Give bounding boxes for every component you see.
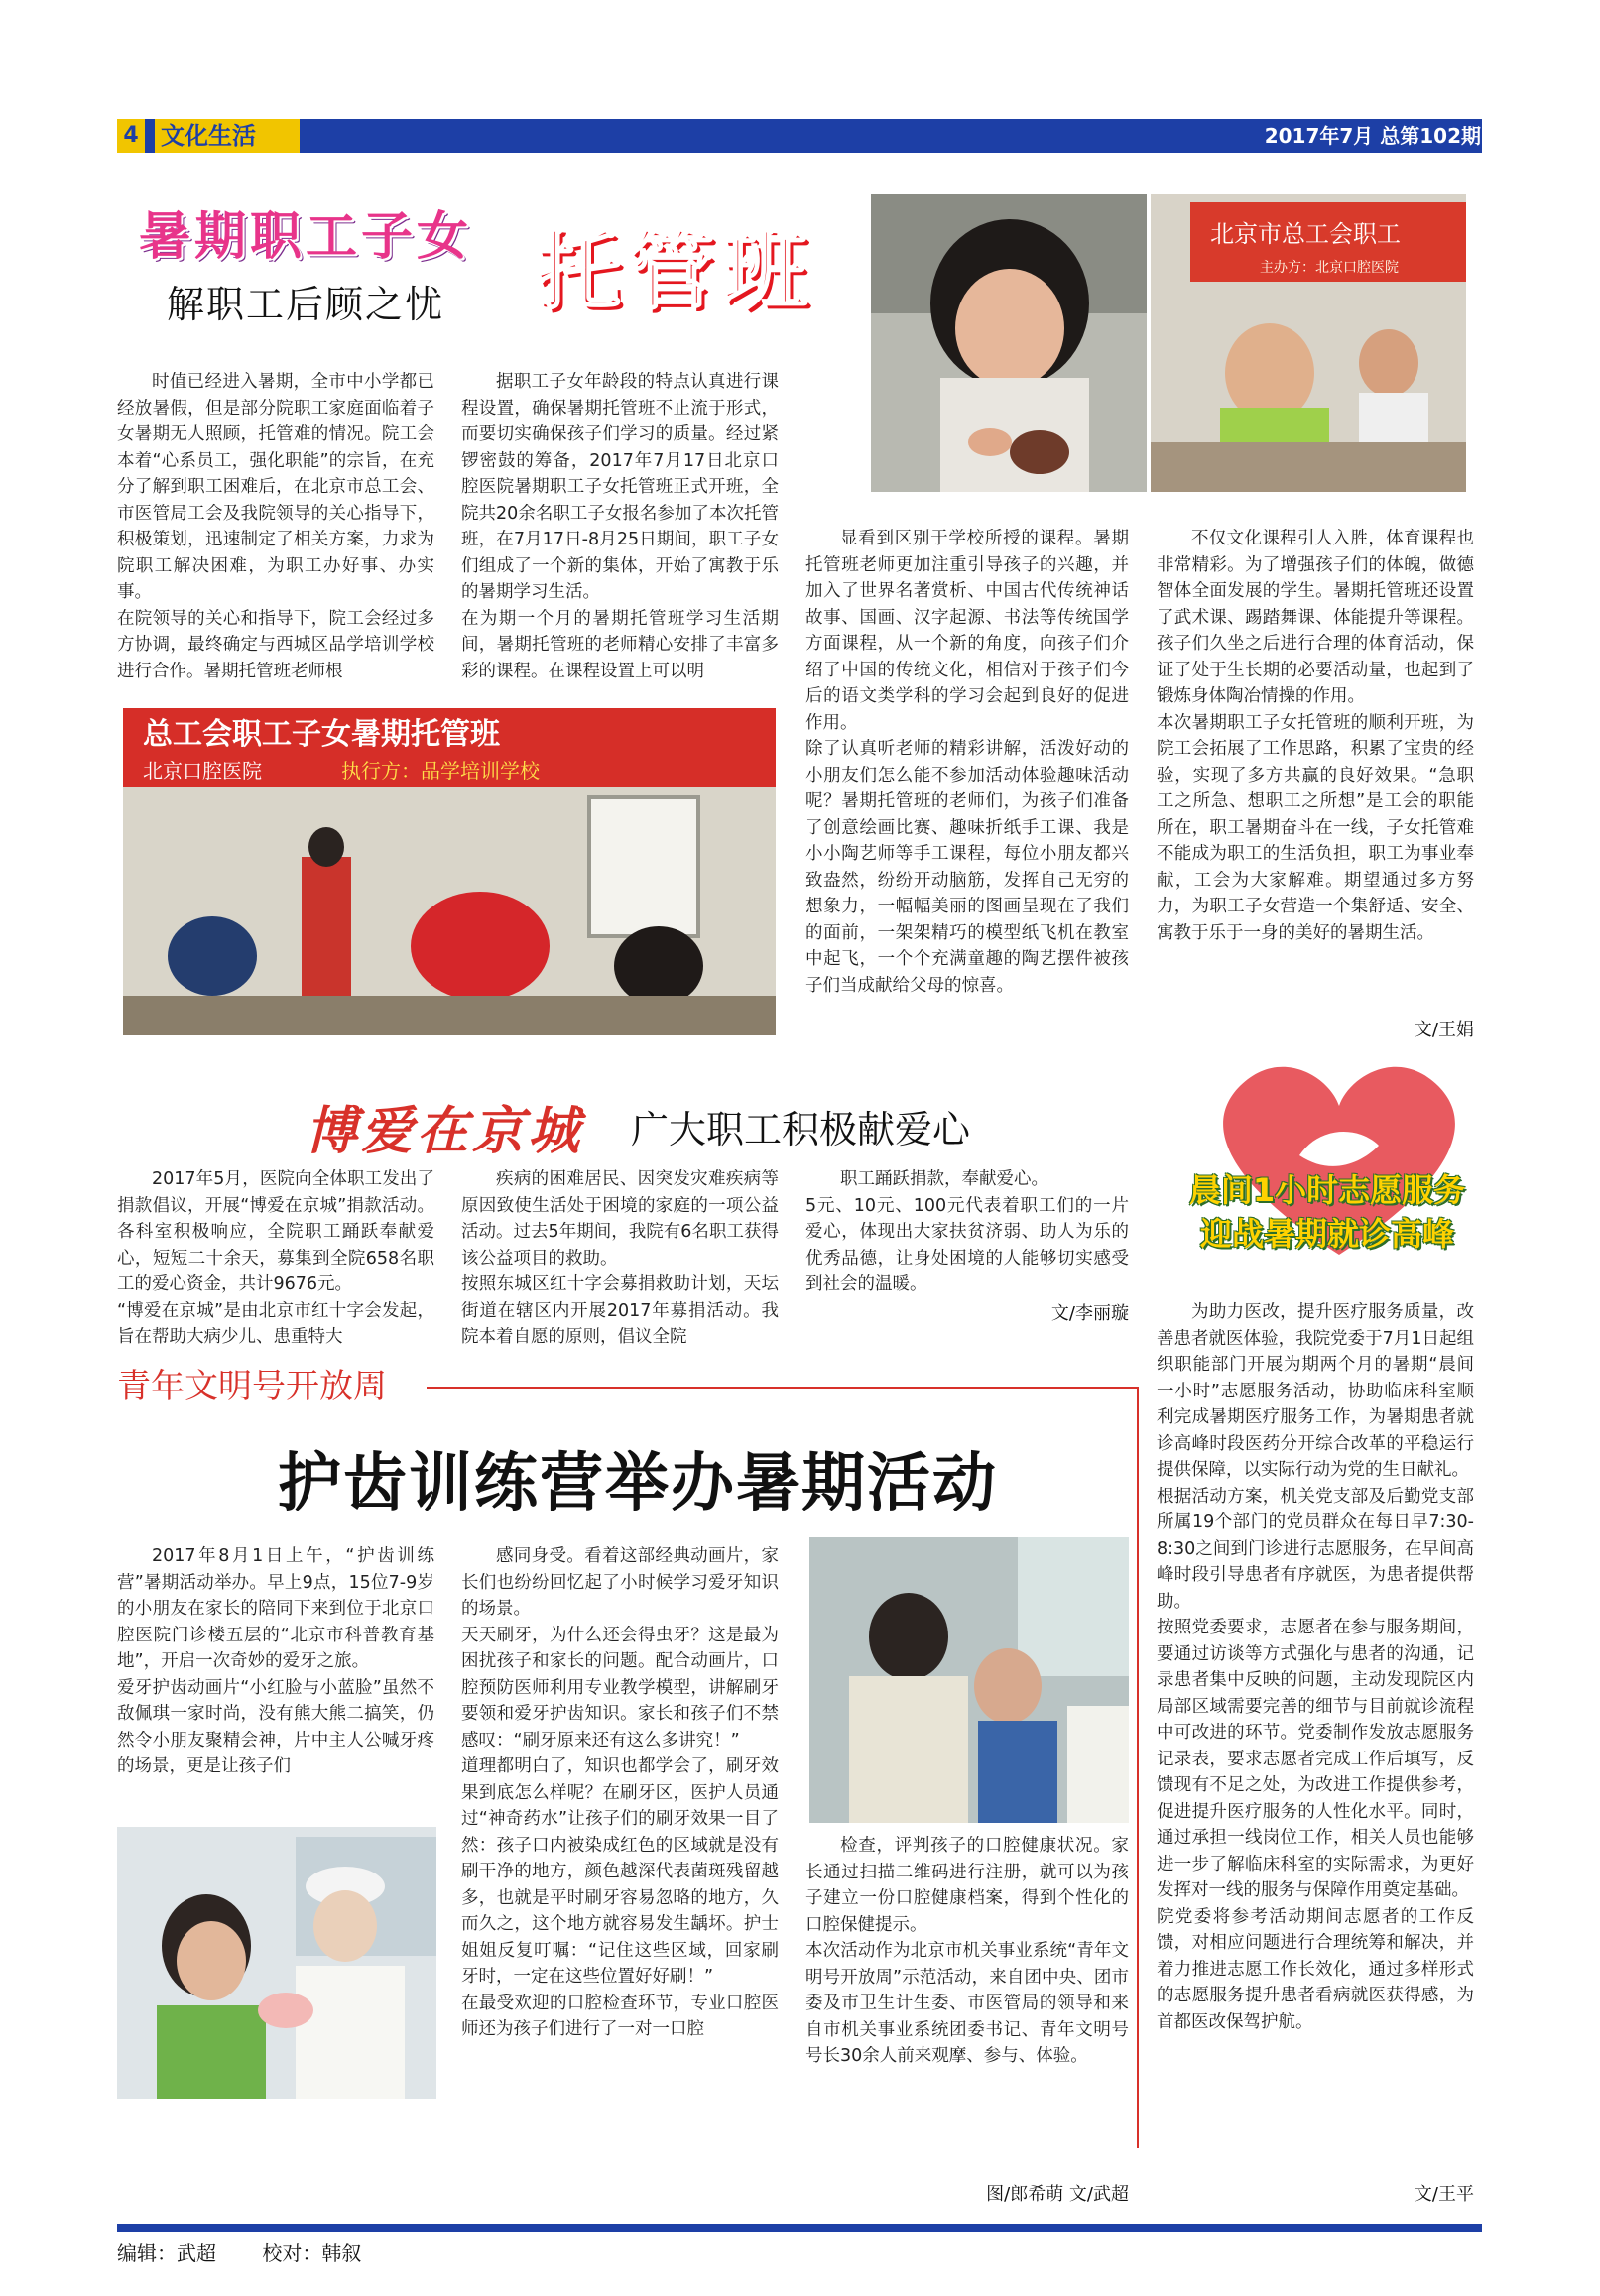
- photo-banner2-sub1: 北京口腔医院: [143, 759, 262, 783]
- article1-subtitle: 解职工后顾之忧: [167, 283, 445, 326]
- footer-credits: [117, 2237, 401, 2266]
- article2-column-3: 职工踊跃捐款，奉献爱心。 5元、10元、100元代表着职工们的一片爱心，体现出大家扶贫济弱、助人为乐的优秀品德，让身处困境的人能够切实感受到社会的温暖。: [805, 1169, 1129, 1294]
- article1-column-1: 时值已经进入暑期，全市中小学都已经放暑假，但是部分院职工家庭面临着子女暑期无人照顾，托管难的情况。院工会本着“心系员工，强化职能”的宗旨，在充分了解到职工困难后，在北京市总工会、市医管局工会及我院领导的关心指导下，积极策划，迅速制定了相关方案，力求为院职工解决困难，为职工办好事、办实事。 在院领导的关心和指导下，院工会经过多方协调，最终确定与西城区品学培训学校进行合作。暑期托管班老师根: [117, 372, 434, 681]
- article4-byline: 文/王平: [1414, 2184, 1474, 2205]
- photo-banner-text: 北京市总工会职工: [1210, 220, 1401, 248]
- article4-title-line1: 晨间1小时志愿服务: [1188, 1171, 1466, 1209]
- photo-nurse-teaching: [117, 1827, 436, 2099]
- footer-editor: 编辑：武超: [117, 2241, 216, 2265]
- article4-title: [1159, 1168, 1496, 1256]
- article3-kicker: 青年文明号开放周: [117, 1367, 387, 1406]
- article4-column: 为助力医改，提升医疗服务质量，改善患者就医体验，我院党委于7月1日起组织职能部门开展为期两个月的暑期“晨间一小时”志愿服务活动，协助临床科室顺利完成暑期医疗服务工作，为暑期患者就诊高峰时段医药分开综合改革的平稳运行提供保障，以实际行动为党的生日献礼。 根据活动方案，机关党支部及后勤党支部所属19个部门的党员群众在每日早7:30-8:30之间到门诊进行志愿服务，在早间高峰时段引导患者有序就医，为患者提供帮助。 按照党委要求，志愿者在参与服务期间，要通过访谈等方式强化与患者的沟通，记录患者集中反映的问题，主动发现院区内局部区域需要完善的细节与目前就诊流程中可改进的环节。党委制作发放志愿服务记录表，要求志愿者完成工作后填写，反馈现有不足之处，为改进工作提供参考，促进提升医疗服务的人性化水平。同时，通过承担一线岗位工作，相关人员也能够进一步了解临床科室的实际需求，为更好发挥对一线的服务与保障作用奠定基础。 院党委将参考活动期间志愿者的工作反馈，对相应问题进行合理统筹和解决，并着力推进志愿工作长效化，通过多样形式的志愿服务提升患者看病就医获得感，为首都医改保驾护航。: [1157, 1302, 1474, 2032]
- article3-column-3: 检查，评判孩子的口腔健康状况。家长通过扫描二维码进行注册，就可以为孩子建立一份口腔健康档案，得到个性化的口腔保健提示。 本次活动作为北京市机关事业系统“青年文明号开放周”示范活动，来自团中央、团市委及市卫生计生委、市医管局的领导和来自市机关事业系统团委书记、青年文明号号长30余人前来观摩、参与、体验。: [805, 1836, 1129, 2066]
- article1-byline: 文/王娟: [1414, 1020, 1474, 1040]
- article1-title-emphasis: 托管班: [536, 221, 815, 321]
- section-name: 文化生活: [155, 119, 300, 153]
- photo-banner2-sub2: 执行方：品学培训学校: [341, 759, 540, 783]
- article1-column-4: 不仅文化课程引人入胜，体育课程也非常精彩。为了增强孩子们的体魄，做德智体全面发展的学生。暑期托管班还设置了武术课、踢踏舞课、体能提升等课程。孩子们久坐之后进行合理的体育活动，保证了处于生长期的必要活动量，也起到了锻炼身体陶冶情操的作用。 本次暑期职工子女托管班的顺利开班，为院工会拓展了工作思路，积累了宝贵的经验，实现了多方共赢的良好效果。“急职工之所急、想职工之所想”是工会的职能所在，职工暑期奋斗在一线，子女托管难不能成为职工的生活负担，职工为事业奉献，工会为大家解难。期望通过多方努力，为职工子女营造一个集舒适、安全、寓教于乐于一身的美好的暑期生活。: [1157, 529, 1474, 943]
- article2-column-1: 2017年5月，医院向全体职工发出了捐款倡议，开展“博爱在京城”捐款活动。各科室积极响应，全院职工踊跃奉献爱心，短短二十余天，募集到全院658名职工的爱心资金，共计9676元。 “博爱在京城”是由北京市红十字会发起，旨在帮助大病少儿、患重特大: [117, 1169, 434, 1347]
- photo-dental-check: [809, 1537, 1129, 1823]
- photo-boys-clay: [1151, 194, 1466, 492]
- article2-byline: 文/李丽璇: [1050, 1303, 1129, 1324]
- article2-title: 广大职工积极献爱心: [631, 1108, 971, 1151]
- article4-title-line2: 迎战暑期就诊高峰: [1199, 1215, 1454, 1253]
- photo-classroom: [123, 708, 776, 1035]
- article2-column-2: 疾病的困难居民、因突发灾难疾病等原因致使生活处于困境的家庭的一项公益活动。过去5年期间，我院有6名职工获得该公益项目的救助。 按照东城区红十字会募捐救助计划，天坛街道在辖区内开展2017年募捐活动。我院本着自愿的原则，倡议全院: [461, 1169, 779, 1347]
- photo-girl-clay: [871, 194, 1147, 492]
- page-number: 4: [117, 119, 145, 153]
- footer-bar: [117, 2224, 1482, 2232]
- article1-column-2: 据职工子女年龄段的特点认真进行课程设置，确保暑期托管班不止流于形式，而要切实确保孩子们学习的质量。经过紧锣密鼓的筹备，2017年7月17日北京口腔医院暑期职工子女托管班正式开班，全院共20余名职工子女报名参加了本次托管班，在7月17日-8月25日期间，职工子女们组成了一个新的集体，开始了寓教于乐的暑期学习生活。 在为期一个月的暑期托管班学习生活期间，暑期托管班的老师精心安排了丰富多彩的课程。在课程设置上可以明: [461, 372, 779, 681]
- photo-banner2-text: 总工会职工子女暑期托管班: [143, 717, 500, 752]
- article3-byline: 图/郎希萌 文/武超: [986, 2184, 1129, 2205]
- article3-rule-vertical: [1137, 1387, 1139, 2148]
- article3-rule-horizontal: [427, 1387, 1139, 1389]
- issue-info: 2017年7月 总第102期: [1264, 124, 1481, 148]
- article2-title-decorative: 博爱在京城: [306, 1101, 584, 1161]
- article3-title: 护齿训练营举办暑期活动: [278, 1446, 998, 1520]
- article1-column-3: 显看到区别于学校所授的课程。暑期托管班老师更加注重引导孩子的兴趣，并加入了世界名著赏析、中国古代传统神话故事、国画、汉字起源、书法等传统国学方面课程，从一个新的角度，向孩子们介绍了中国的传统文化，相信对于孩子们今后的语文类学科的学习会起到良好的促进作用。 除了认真听老师的精彩讲解，活泼好动的小朋友们怎么能不参加活动体验趣味活动呢？暑期托管班的老师们，为孩子们准备了创意绘画比赛、趣味折纸手工课、我是小小陶艺师等手工课程，每位小朋友都兴致盎然，纷纷开动脑筋，发挥自己无穷的想象力，一幅幅美丽的图画呈现在了我们的面前，一架架精巧的模型纸飞机在教室中起飞，一个个充满童趣的陶艺摆件被孩子们当成献给父母的惊喜。: [805, 529, 1129, 996]
- footer-proofreader: 校对：韩叙: [262, 2241, 362, 2265]
- article3-column-2: 感同身受。看着这部经典动画片，家长们也纷纷回忆起了小时候学习爱牙知识的场景。 天天刷牙，为什么还会得虫牙？这是最为困扰孩子和家长的问题。配合动画片，口腔预防医师利用专业教学模型，讲解刷牙要领和爱牙护齿知识。家长和孩子们不禁感叹：“刷牙原来还有这么多讲究！” 道理都明白了，知识也都学会了，刷牙效果到底怎么样呢？在刷牙区，医护人员通过“神奇药水”让孩子们的刷牙效果一目了然：孩子口内被染成红色的区域就是没有刷干净的地方，颜色越深代表菌斑残留越多，也就是平时刷牙容易忽略的地方，久而久之，这个地方就容易发生龋坏。护士姐姐反复叮嘱：“记住这些区域，回家刷牙时，一定在这些位置好好刷！” 在最受欢迎的口腔检查环节，专业口腔医师还为孩子们进行了一对一口腔: [461, 1546, 779, 2039]
- article1-title: 暑期职工子女: [139, 206, 473, 267]
- photo-banner-subtext: 主办方：北京口腔医院: [1260, 260, 1399, 276]
- article3-column-1: 2017年8月1日上午，“护齿训练营”暑期活动举办。早上9点，15位7-9岁的小朋友在家长的陪同下来到位于北京口腔医院门诊楼五层的“北京市科普教育基地”，开启一次奇妙的爱牙之旅。 爱牙护齿动画片“小红脸与小蓝脸”虽然不敌佩琪一家时尚，没有熊大熊二搞笑，仍然令小朋友聚精会神，片中主人公喊牙疼的场景，更是让孩子们: [117, 1546, 434, 1776]
